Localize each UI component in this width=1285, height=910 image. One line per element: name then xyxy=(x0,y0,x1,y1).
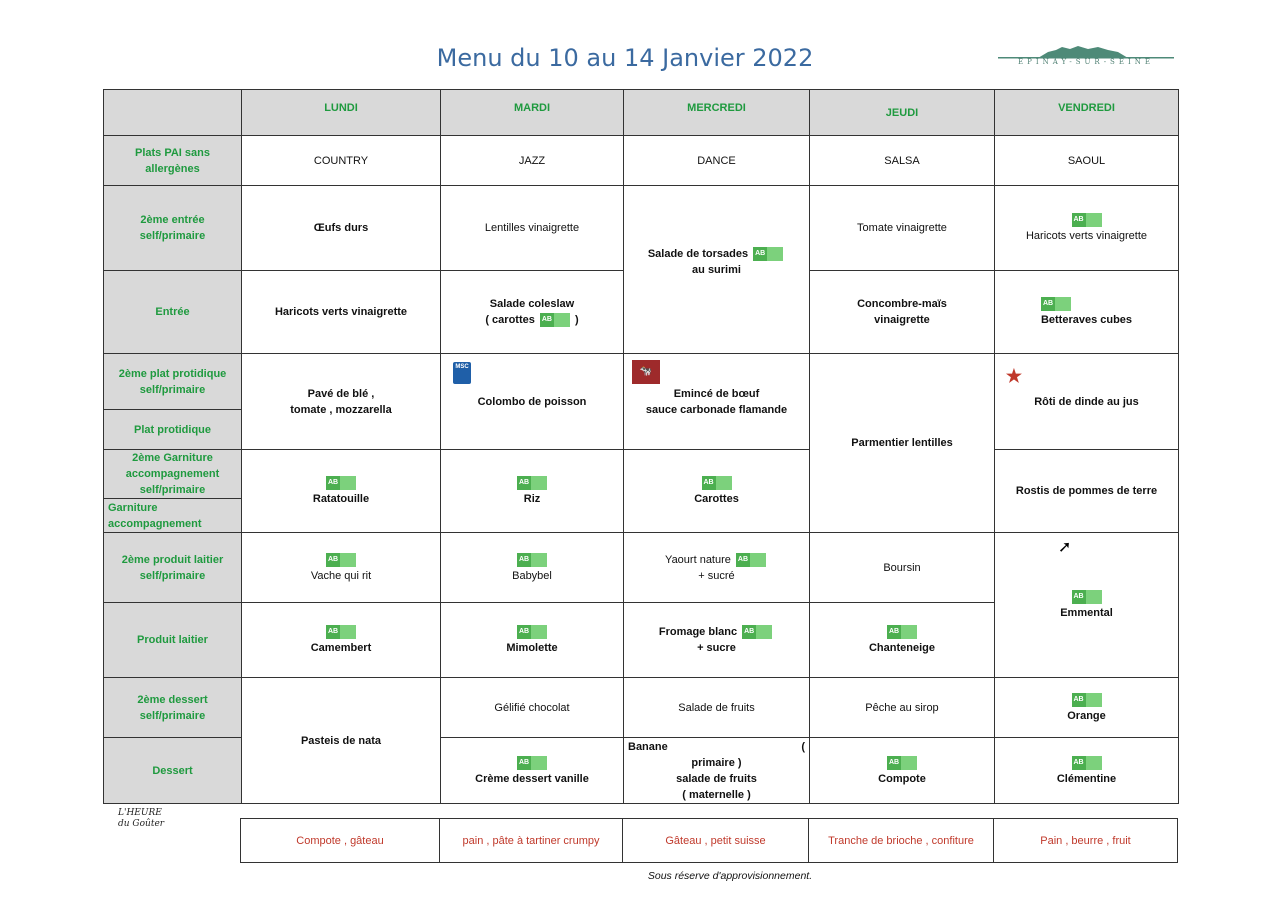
garniture2-row xyxy=(104,450,1179,499)
banane-primaire: primaire ) xyxy=(691,756,742,769)
laitier2-thursday: Boursin xyxy=(810,533,995,603)
plat2-row xyxy=(104,354,1179,410)
dessert-tuesday xyxy=(441,738,624,804)
bio-ab-icon xyxy=(736,553,766,567)
entree2-monday: Œufs durs xyxy=(242,186,441,271)
pai-row xyxy=(104,136,1179,186)
heure-du-gouter-logo: L'HEURE du Goûter xyxy=(118,808,165,829)
bio-ab-icon xyxy=(517,553,547,567)
plat-monday xyxy=(242,354,441,450)
entree2-tuesday: Lentilles vinaigrette xyxy=(441,186,624,271)
msc-label-icon: MSC xyxy=(453,362,471,384)
theme-thursday: SALSA xyxy=(810,136,995,186)
bio-ab-icon xyxy=(887,625,917,639)
days-header-row xyxy=(104,90,1179,136)
day-wednesday: MERCREDI xyxy=(624,90,810,136)
laitier2-monday xyxy=(242,533,441,603)
salade-torsades-line2: au surimi xyxy=(692,263,741,276)
dessert-wednesday xyxy=(624,738,810,804)
carottes-label: Carottes xyxy=(694,493,739,505)
coleslaw-line2a: ( carottes xyxy=(485,314,535,326)
menu-table xyxy=(103,89,1179,804)
bio-ab-icon xyxy=(1072,693,1102,707)
orange-label: Orange xyxy=(1067,709,1106,722)
laitier2-wednesday xyxy=(624,533,810,603)
bio-ab-icon xyxy=(887,756,917,770)
salade-fruits-label: salade de fruits xyxy=(676,772,757,785)
pave-line2: tomate , mozzarella xyxy=(290,403,392,416)
dessert2-tuesday: Gélifié chocolat xyxy=(441,678,624,738)
bio-ab-icon xyxy=(326,553,356,567)
colombo-label: Colombo de poisson xyxy=(477,395,587,408)
supply-note: Sous réserve d'approvisionnement. xyxy=(647,870,813,882)
concombre-line1: Concombre-maïs xyxy=(857,298,947,310)
laitier-friday xyxy=(995,533,1179,678)
emince-line2: sauce carbonade flamande xyxy=(645,403,788,416)
row-label-dessert: Dessert xyxy=(104,738,242,804)
entree-thursday xyxy=(810,271,995,354)
bio-ab-icon xyxy=(517,625,547,639)
gouter-wednesday: Gâteau , petit suisse xyxy=(623,819,809,863)
dessert2-row xyxy=(104,678,1179,738)
bio-ab-icon xyxy=(1041,297,1071,311)
ratatouille-label: Ratatouille xyxy=(312,493,370,505)
page-title: Menu du 10 au 14 Janvier 2022 xyxy=(436,44,814,72)
entree-friday xyxy=(995,271,1179,354)
bio-ab-icon xyxy=(326,625,356,639)
concombre-line2: vinaigrette xyxy=(874,314,930,326)
gouter-friday: Pain , beurre , fruit xyxy=(994,819,1178,863)
yaourt-line1: Yaourt nature xyxy=(665,553,731,566)
theme-friday: SAOUL xyxy=(995,136,1179,186)
maternelle-label: ( maternelle ) xyxy=(682,788,751,801)
emince-line1: Emincé de bœuf xyxy=(673,387,760,400)
plat-thursday: Parmentier lentilles xyxy=(810,354,995,533)
emmental-label: Emmental xyxy=(1060,607,1113,619)
laitier2-row xyxy=(104,533,1179,603)
row-label-garniture: Garniture accompagnement xyxy=(104,499,242,533)
entree-tuesday xyxy=(441,271,624,354)
entree2-friday xyxy=(995,186,1179,271)
row-label-pai: Plats PAI sans allergènes xyxy=(104,136,242,186)
theme-tuesday: JAZZ xyxy=(441,136,624,186)
entree2-row xyxy=(104,186,1179,271)
babybel-label: Babybel xyxy=(512,569,552,582)
garniture-monday xyxy=(242,450,441,533)
chanteneige-label: Chanteneige xyxy=(868,642,935,654)
betteraves-label: Betteraves cubes xyxy=(1040,314,1133,326)
bio-ab-icon xyxy=(742,625,772,639)
roti-label: Rôti de dinde au jus xyxy=(1034,395,1139,408)
laitier2-tuesday xyxy=(441,533,624,603)
bio-ab-icon xyxy=(517,756,547,770)
gouter-tuesday: pain , pâte à tartiner crumpy xyxy=(440,819,623,863)
day-tuesday: MARDI xyxy=(441,90,624,136)
entree-monday: Haricots verts vinaigrette xyxy=(242,271,441,354)
plat-friday xyxy=(995,354,1179,450)
riz-label: Riz xyxy=(523,493,541,505)
vache-label: Vache qui rit xyxy=(310,569,372,582)
dessert2-thursday: Pêche au sirop xyxy=(810,678,995,738)
logo-text: EPINAY-SUR-SEINE xyxy=(1018,58,1154,66)
bio-ab-icon xyxy=(1072,756,1102,770)
dessert-thursday xyxy=(810,738,995,804)
epinay-logo xyxy=(998,44,1174,70)
garniture-wednesday xyxy=(624,450,810,533)
corner-cell xyxy=(104,90,242,136)
plat-tuesday xyxy=(441,354,624,450)
garniture-friday: Rostis de pommes de terre xyxy=(995,450,1179,533)
row-label-plat: Plat protidique xyxy=(104,410,242,450)
fromage-line1: Fromage blanc xyxy=(658,626,738,638)
row-label-plat2: 2ème plat protidique self/primaire xyxy=(104,354,242,410)
yaourt-line2: + sucré xyxy=(698,569,735,582)
day-monday: LUNDI xyxy=(242,90,441,136)
bovin-icon: 🐄 xyxy=(632,360,660,384)
fromage-line2: + sucre xyxy=(697,642,736,654)
coleslaw-line2b: ) xyxy=(574,314,579,326)
plat-wednesday xyxy=(624,354,810,450)
clementine-label: Clémentine xyxy=(1056,772,1117,785)
salade-torsades-line1: Salade de torsades xyxy=(647,247,749,260)
dessert-monday: Pasteis de nata xyxy=(242,678,441,804)
bio-ab-icon xyxy=(540,313,570,327)
row-label-entree2: 2ème entrée self/primaire xyxy=(104,186,242,271)
entree2-thursday: Tomate vinaigrette xyxy=(810,186,995,271)
laitier-thursday xyxy=(810,603,995,678)
bio-ab-icon xyxy=(753,247,783,261)
row-label-laitier2: 2ème produit laitier self/primaire xyxy=(104,533,242,603)
row-label-dessert2: 2ème dessert self/primaire xyxy=(104,678,242,738)
banane-label: Banane xyxy=(628,740,668,753)
gouter-monday: Compote , gâteau xyxy=(241,819,440,863)
laitier-monday xyxy=(242,603,441,678)
viande-francaise-icon: ★ xyxy=(1005,366,1023,386)
bio-ab-icon xyxy=(326,476,356,490)
mimolette-label: Mimolette xyxy=(506,642,558,654)
gouter-row xyxy=(241,819,1178,863)
day-thursday: JEUDI xyxy=(810,90,995,136)
dessert-friday xyxy=(995,738,1179,804)
pave-line1: Pavé de blé , xyxy=(307,387,375,400)
dessert2-friday xyxy=(995,678,1179,738)
laitier-wednesday xyxy=(624,603,810,678)
bio-ab-icon xyxy=(1072,590,1102,604)
bio-ab-icon xyxy=(517,476,547,490)
entree-wednesday xyxy=(624,186,810,354)
dessert2-wednesday: Salade de fruits xyxy=(624,678,810,738)
entree2-friday-label: Haricots verts vinaigrette xyxy=(1025,230,1148,242)
row-label-laitier: Produit laitier xyxy=(104,603,242,678)
mouse-pointer-icon: ➚ xyxy=(1058,539,1072,556)
day-friday: VENDREDI xyxy=(995,90,1179,136)
camembert-label: Camembert xyxy=(310,642,372,654)
gouter-thursday: Tranche de brioche , confiture xyxy=(809,819,994,863)
coleslaw-line1: Salade coleslaw xyxy=(489,298,575,310)
compote-label: Compote xyxy=(878,772,926,785)
laitier-tuesday xyxy=(441,603,624,678)
garniture-tuesday xyxy=(441,450,624,533)
gouter-table xyxy=(240,818,1178,863)
theme-wednesday: DANCE xyxy=(624,136,810,186)
theme-monday: COUNTRY xyxy=(242,136,441,186)
row-label-entree: Entrée xyxy=(104,271,242,354)
bio-ab-icon xyxy=(1072,213,1102,227)
row-label-garniture2: 2ème Garniture accompagnement self/primaire xyxy=(104,450,242,499)
creme-label: Crème dessert vanille xyxy=(475,772,589,785)
banane-paren: ( xyxy=(801,740,805,753)
bio-ab-icon xyxy=(702,476,732,490)
